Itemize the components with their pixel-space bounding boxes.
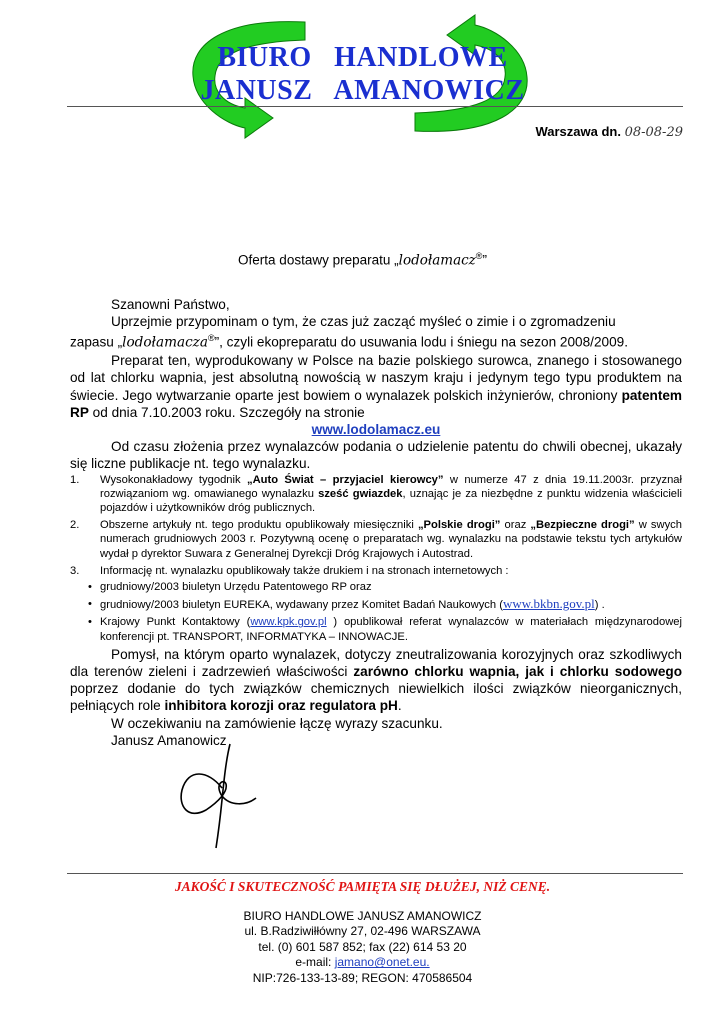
bullet-text: grudniowy/2003 biuletyn EUREKA, wydawany przez Komitet Badań Naukowych (: [100, 599, 503, 612]
list-text: Wysokonakładowy tygodnik: [100, 473, 247, 486]
bullet-text: grudniowy/2003 biuletyn Urzędu Patentowego RP oraz: [100, 580, 372, 593]
footer-ids: NIP:726-133-13-89; REGON: 470586504: [252, 970, 473, 985]
p1-prefix: zapasu „: [70, 334, 123, 350]
list-item: [70, 473, 682, 516]
footer-rule: [67, 873, 683, 874]
list-item: [70, 564, 682, 578]
email-label: e-mail:: [295, 955, 335, 970]
p1-rest: ”, czyli ekopreparatu do usuwania lodu i śniegu na sezon 2008/2009.: [214, 334, 628, 350]
date-label: Warszawa dn.: [535, 124, 621, 139]
website-link[interactable]: www.lodolamacz.eu: [311, 421, 441, 437]
bullet-text: Krajowy Punkt Kontaktowy (: [100, 616, 251, 629]
letter-body: [70, 296, 682, 749]
list-text: Informację nt. wynalazku opublikowały także drukiem i na stronach internetowych :: [100, 564, 509, 577]
company-title-line1: BIURO HANDLOWE: [217, 42, 508, 73]
list-text: w numerze 47 z dnia 19.11.2003r. przyznał rozwiązaniom wg. omawianego wynalazku: [100, 473, 682, 500]
date-value: 08-08-29: [624, 125, 683, 140]
signer-name: Janusz Amanowicz: [111, 732, 227, 748]
p4-text: poprzez dodanie do tych związków chemicznych niewielkich ilości związków nieorganicznych, pełniących role: [70, 681, 682, 714]
company-motto: JAKOŚĆ I SKUTECZNOŚĆ PAMIĘTA SIĘ DŁUŻEJ, NIŻ CENĘ.: [174, 879, 551, 894]
paragraph-2: [70, 352, 682, 421]
paragraph-1-line1: Uprzejmie przypominam o tym, że czas już zacząć myśleć o zimie i o zgromadzeniu: [111, 314, 616, 330]
p4-text: Pomysł, na którym oparto wynalazek, dotyczy zneutralizowania korozyjnych oraz szkodliwych dla terenów zieleni i zadrzewień właściwości: [70, 646, 682, 679]
kpk-link[interactable]: www.kpk.gov.pl: [250, 616, 327, 629]
p2-text: Preparat ten, wyprodukowany w Polsce na bazie polskiego surowca, znanego i stosowanego od lat chlorku wapnia, jest absolutną nowością w naszym kraju i jedynym tego typu produktem na świecie. Jego wytwarzanie oparte jest bowiem o wynalazek polskich inżynierów, chroniony: [70, 353, 682, 403]
p4-bold: inhibitora korozji oraz regulatora pH: [164, 698, 398, 714]
list-item: [70, 580, 682, 594]
p4-text: .: [397, 698, 402, 714]
bullet-icon: •: [88, 580, 92, 593]
list-text: w swych numerach grudniowych 2003 r. Pozytywną ocenę o preparatach wg. wynalazku na podstawie tekstu tych artykułów wydał p dyrektor Suwara z Generalnej Dyrekcji Dróg Krajowych i Autostrad.: [100, 519, 682, 560]
list-text: oraz: [500, 519, 531, 532]
list-text: Obszerne artykuły nt. tego produktu opublikowały miesięczniki: [100, 519, 418, 532]
footer-phone: tel. (0) 601 587 852; fax (22) 614 53 20: [258, 939, 467, 954]
p4-bold: zarówno chlorku wapnia, jak i chlorku sodowego: [353, 664, 682, 679]
bullet-text-end: ) .: [594, 599, 605, 612]
paragraph-1-line2: [70, 330, 682, 352]
subject-suffix: ”: [482, 252, 487, 268]
footer-address: ul. B.Radziwiłłówny 27, 02-496 WARSZAWA: [244, 924, 481, 939]
p2-end: od dnia 7.10.2003 roku. Szczegóły na stronie: [88, 404, 365, 420]
footer-email-row: [0, 955, 725, 970]
paragraph-4: [70, 646, 682, 715]
p1-reg: ®: [207, 333, 215, 344]
header-rule: [67, 106, 683, 107]
salutation: Szanowni Państwo,: [111, 297, 230, 312]
list-bold: „Polskie drogi”: [417, 519, 501, 532]
bullet-text-end: ) opublikował referat wynalazców w materiałach międzynarodowej konferencji pt. TRANSPORT, INFORMATYKA – INNOWACJE.: [100, 616, 682, 643]
letter-date: [535, 124, 683, 140]
list-bold: „Bezpieczne drogi”: [530, 519, 635, 532]
list-item: [70, 597, 682, 612]
list-number: 2.: [70, 519, 80, 532]
bullet-icon: •: [88, 616, 92, 629]
bullet-icon: •: [88, 598, 92, 611]
list-bold: „Auto Świat – przyjaciel kierowcy”: [246, 473, 444, 486]
footer-contact: [0, 909, 725, 986]
bkbn-link[interactable]: www.bkbn.gov.pl: [502, 596, 595, 612]
subject-brand: lodołamacz: [398, 252, 476, 269]
handwritten-signature: [178, 740, 258, 850]
list-text: , uznając je za niezbędne z punktu widzenia właścicieli pojazdów i użytkowników dróg publicznych.: [100, 487, 682, 514]
list-number: 3.: [70, 564, 80, 577]
email-link[interactable]: jamano@onet.eu.: [334, 955, 430, 970]
p2-patent: patentem RP: [70, 387, 682, 420]
footer-company: BIURO HANDLOWE JANUSZ AMANOWICZ: [243, 909, 482, 923]
list-bold: sześć gwiazdek: [318, 487, 403, 500]
p1-brand: lodołamacza: [122, 334, 208, 351]
company-title-line2: JANUSZ AMANOWICZ: [200, 75, 525, 106]
subject-reg: ®: [475, 251, 483, 261]
closing-line: W oczekiwaniu na zamówienie łączę wyrazy szacunku.: [111, 715, 443, 731]
list-item: [70, 615, 682, 643]
paragraph-3: Od czasu złożenia przez wynalazców podania o udzielenie patentu do chwili obecnej, ukazały się liczne publikacje nt. tego wynalazku.: [70, 439, 682, 472]
list-item: [70, 518, 682, 561]
publications-list: [70, 473, 682, 578]
list-number: 1.: [70, 473, 80, 486]
publications-list-block: [70, 473, 682, 644]
letter-subject: [0, 251, 725, 269]
subject-prefix: Oferta dostawy preparatu „: [238, 252, 399, 268]
internet-publications-list: [70, 580, 682, 644]
